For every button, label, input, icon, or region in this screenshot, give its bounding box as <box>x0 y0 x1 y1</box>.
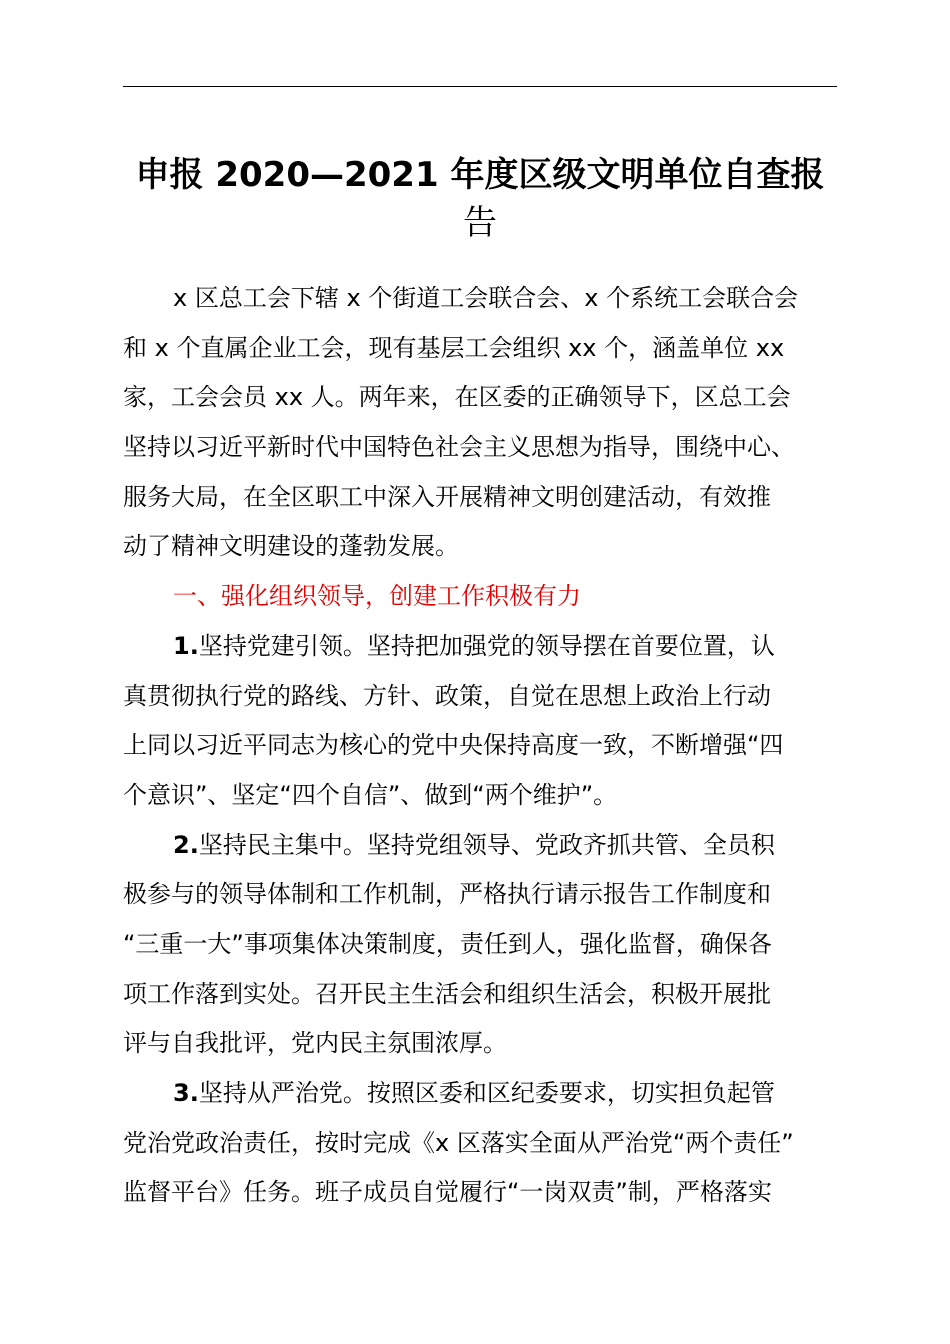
title-line-2: 告 <box>463 203 497 243</box>
item-number: 1. <box>173 631 199 660</box>
paragraph-line: 个意识”、坚定“四个自信”、做到“两个维护”。 <box>123 780 618 809</box>
paragraph-line: 坚持以习近平新时代中国特色社会主义思想为指导，围绕中心、 <box>123 433 795 462</box>
paragraph-line: 真贯彻执行党的路线、方针、政策，自觉在思想上政治上行动 <box>123 681 771 710</box>
item-number: 3. <box>173 1079 199 1107</box>
header-rule <box>123 86 837 87</box>
item-number: 2. <box>173 830 199 859</box>
paragraph-line: 动了精神文明建设的蓬勃发展。 <box>123 532 459 561</box>
paragraph-line: “三重一大”事项集体决策制度，责任到人，强化监督，确保各 <box>123 929 772 958</box>
paragraph-line: 项工作落到实处。召开民主生活会和组织生活会，积极开展批 <box>123 979 771 1008</box>
item-2-first-line <box>123 821 837 871</box>
paragraph-line: 家，工会会员 xx 人。两年来，在区委的正确领导下，区总工会 <box>123 383 791 412</box>
item-text: 坚持民主集中。坚持党组领导、党政齐抓共管、全员积 <box>198 830 775 859</box>
paragraph-line: 评与自我批评，党内民主氛围浓厚。 <box>123 1029 507 1058</box>
paragraph-line: 党治党政治责任，按时完成《x 区落实全面从严治党“两个责任” <box>123 1128 794 1157</box>
item-1-first-line <box>123 622 837 672</box>
paragraph-line: 上同以习近平同志为核心的党中央保持高度一致，不断增强“四 <box>123 731 784 760</box>
paragraph-line: 和 x 个直属企业工会，现有基层工会组织 xx 个，涵盖单位 xx <box>123 333 785 362</box>
paragraph-line: 监督平台》任务。班子成员自觉履行“一岗双责”制，严格落实 <box>123 1178 772 1207</box>
section-heading: 一、强化组织领导，创建工作积极有力 <box>173 582 581 611</box>
paragraph-line: 极参与的领导体制和工作机制，严格执行请示报告工作制度和 <box>123 880 771 909</box>
item-text: 坚持党建引领。坚持把加强党的领导摆在首要位置，认 <box>198 631 775 660</box>
item-3-first-line <box>123 1069 837 1119</box>
paragraph-line: x 区总工会下辖 x 个街道工会联合会、x 个系统工会联合会 <box>173 284 799 312</box>
item-text: 坚持从严治党。按照区委和区纪委要求，切实担负起管 <box>198 1079 775 1107</box>
paragraph-line: 服务大局，在全区职工中深入开展精神文明创建活动，有效推 <box>123 482 771 511</box>
title-line-1: 申报 2020—2021 年度区级文明单位自查报 <box>135 155 825 195</box>
document-body <box>123 274 837 1218</box>
